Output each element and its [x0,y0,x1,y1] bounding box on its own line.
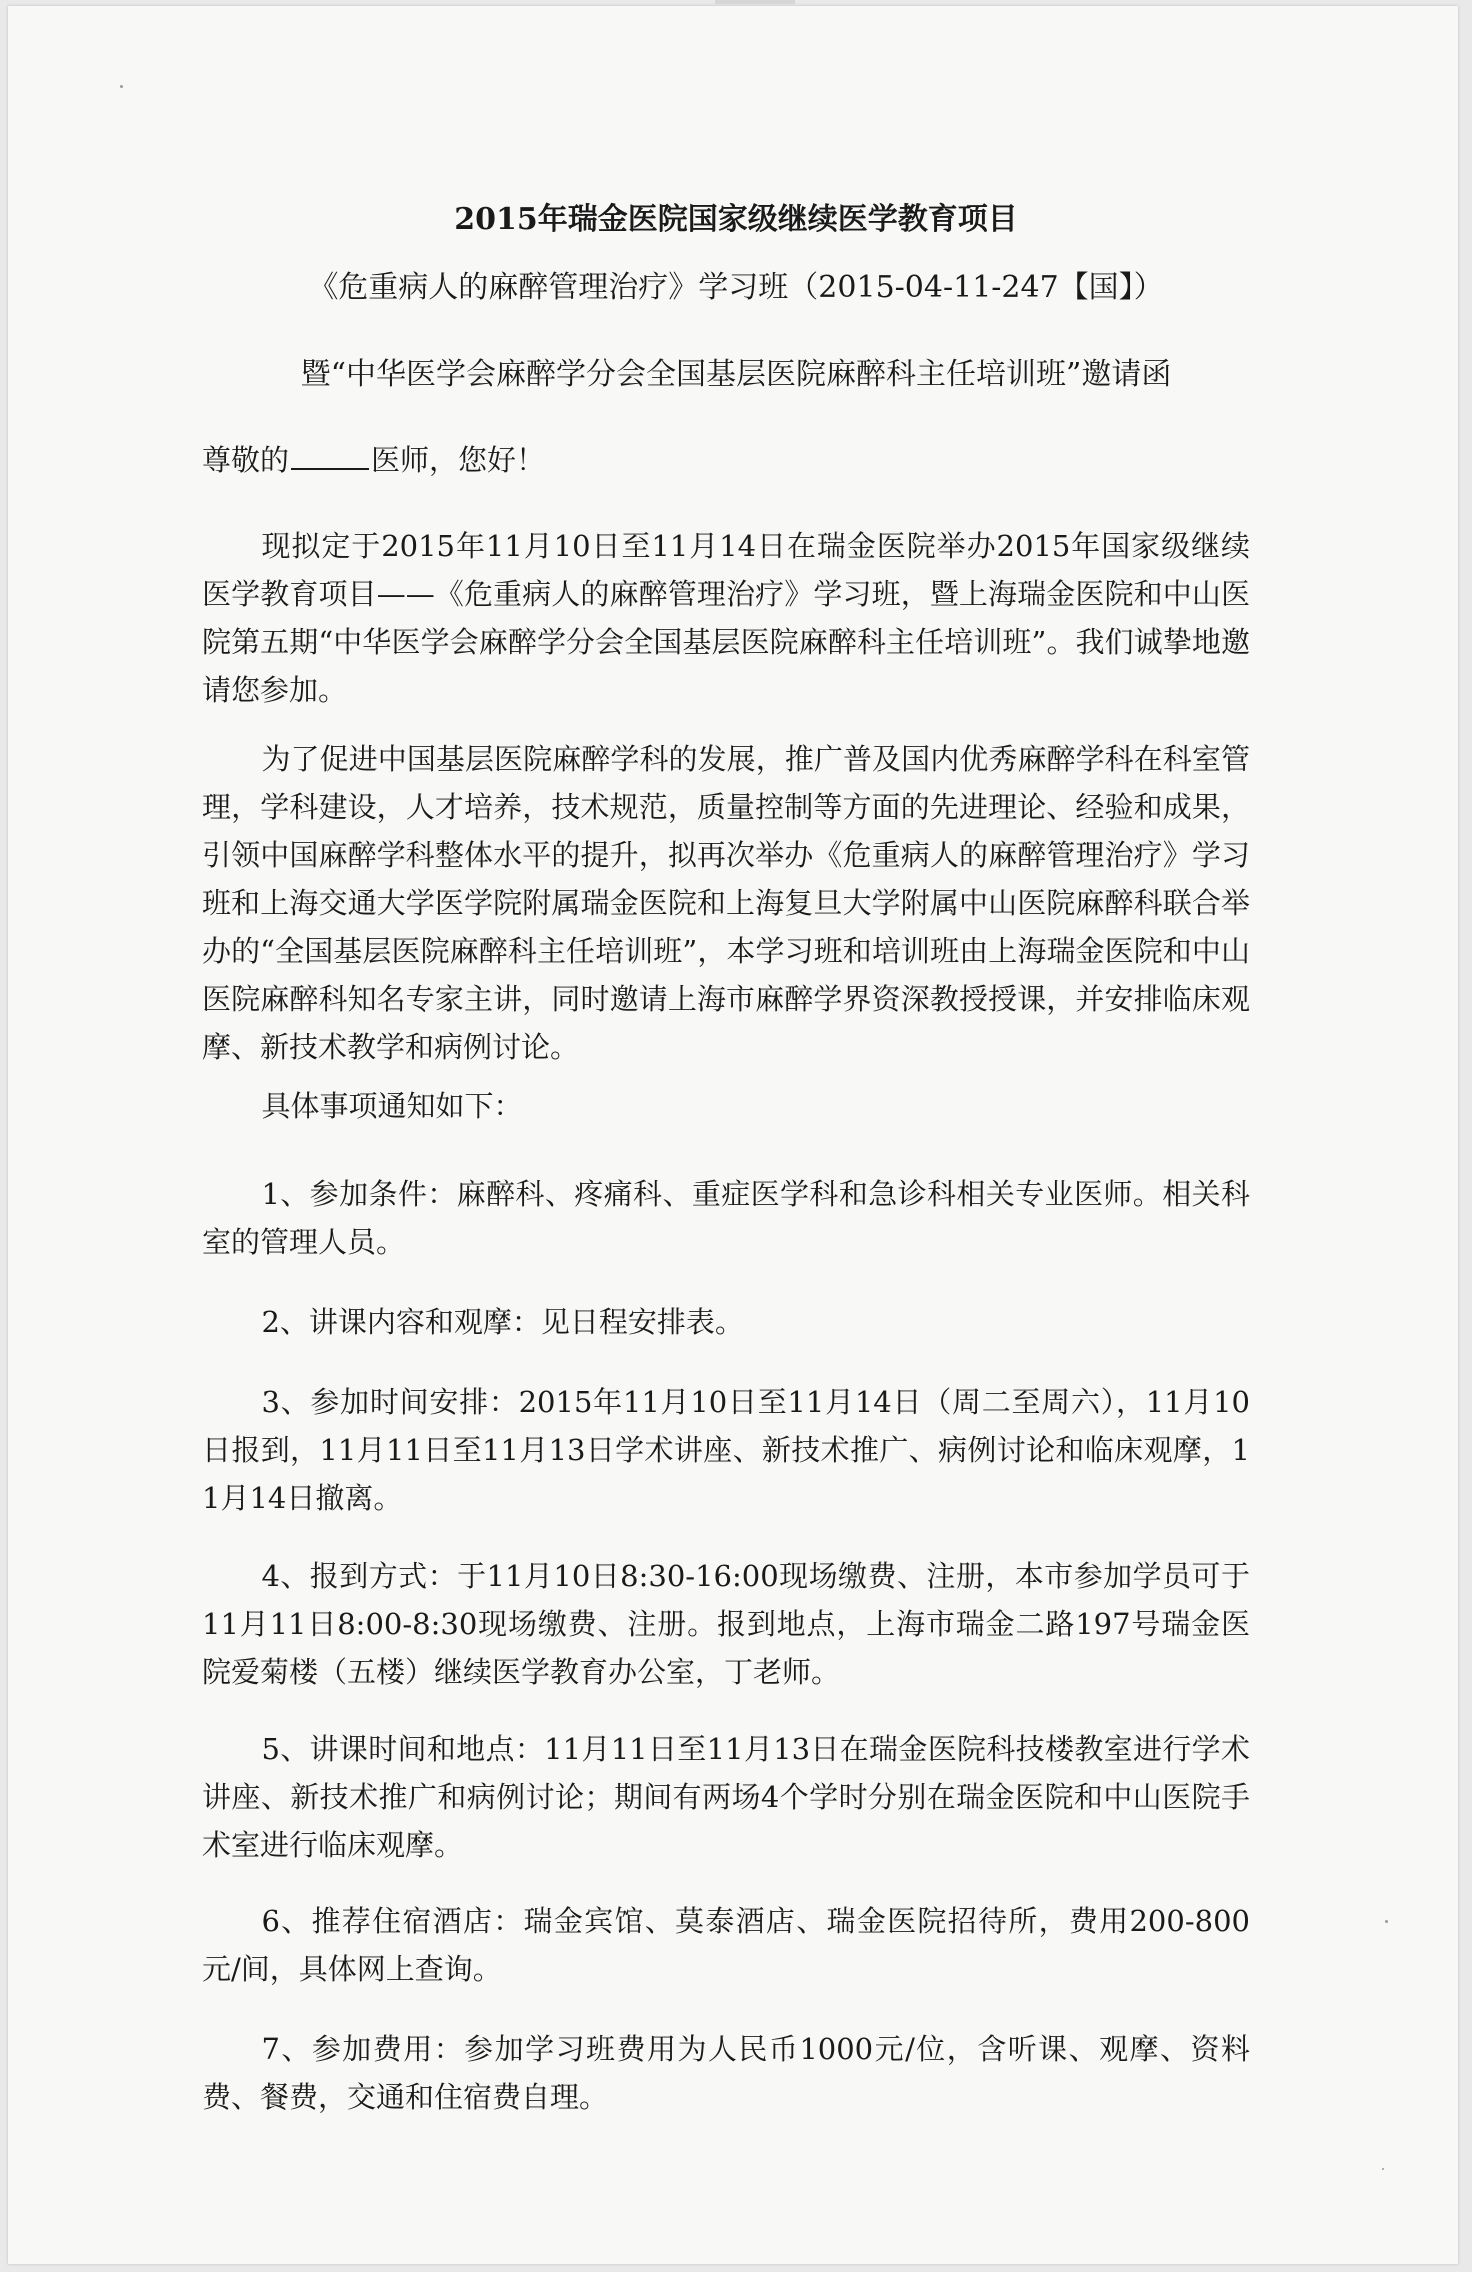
staple-mark [715,0,795,4]
salutation-prefix: 尊敬的 [202,443,290,477]
item-participation-requirements: 1、参加条件：麻醉科、疼痛科、重症医学科和急诊科相关专业医师。相关科室的管理人员。 [202,1177,1250,1259]
salutation [202,440,545,480]
invitation-title: 暨“中华医学会麻醉学分会全国基层医院麻醉科主任培训班”邀请函 [300,357,1172,392]
scan-speck [1385,1920,1388,1923]
details-heading: 具体事项通知如下： [261,1089,523,1123]
item-lecture-content: 2、讲课内容和观摩：见日程安排表。 [261,1305,744,1339]
item-accommodation: 6、推荐住宿酒店：瑞金宾馆、莫泰酒店、瑞金医院招待所，费用200-800元/间，具体网上查询。 [202,1904,1250,1986]
item-schedule: 3、参加时间安排：2015年11月10日至11月14日（周二至周六），11月10日报到，11月11日至11月13日学术讲座、新技术推广、病例讨论和临床观摩，11月14日撤离。 [202,1385,1250,1515]
item-fees: 7、参加费用：参加学习班费用为人民币1000元/位，含听课、观摩、资料费、餐费，交通和住宿费自理。 [202,2032,1250,2114]
purpose-paragraph: 为了促进中国基层医院麻醉学科的发展，推广普及国内优秀麻醉学科在科室管理，学科建设，人才培养，技术规范，质量控制等方面的先进理论、经验和成果，引领中国麻醉学科整体水平的提升，拟再次举办《危重病人的麻醉管理治疗》学习班和上海交通大学医学院附属瑞金医院和上海复旦大学附属中山医院麻醉科联合举办的“全国基层医院麻醉科主任培训班”，本学习班和培训班由上海瑞金医院和中山医院麻醉科知名专家主讲，同时邀请上海市麻醉学界资深教授授课，并安排临床观摩、新技术教学和病例讨论。 [202,742,1250,1064]
intro-paragraph: 现拟定于2015年11月10日至11月14日在瑞金医院举办2015年国家级继续医学教育项目——《危重病人的麻醉管理治疗》学习班，暨上海瑞金医院和中山医院第五期“中华医学会麻醉学分会全国基层医院麻醉科主任培训班”。我们诚挚地邀请您参加。 [202,529,1250,707]
scan-speck [1382,2168,1384,2170]
item-registration: 4、报到方式：于11月10日8:30-16:00现场缴费、注册，本市参加学员可于11月11日8:00-8:30现场缴费、注册。报到地点，上海市瑞金二路197号瑞金医院爱菊楼（五楼）继续医学教育办公室，丁老师。 [202,1559,1250,1689]
salutation-suffix: 医师，您好！ [371,443,546,477]
course-title: 《危重病人的麻醉管理治疗》学习班（2015-04-11-247【国】） [308,270,1164,305]
scan-speck [120,85,123,88]
item-lecture-venue: 5、讲课时间和地点：11月11日至11月13日在瑞金医院科技楼教室进行学术讲座、新技术推广和病例讨论；期间有两场4个学时分别在瑞金医院和中山医院手术室进行临床观摩。 [202,1732,1250,1862]
document-title: 2015年瑞金医院国家级继续医学教育项目 [454,202,1018,237]
name-blank-line [291,442,369,470]
